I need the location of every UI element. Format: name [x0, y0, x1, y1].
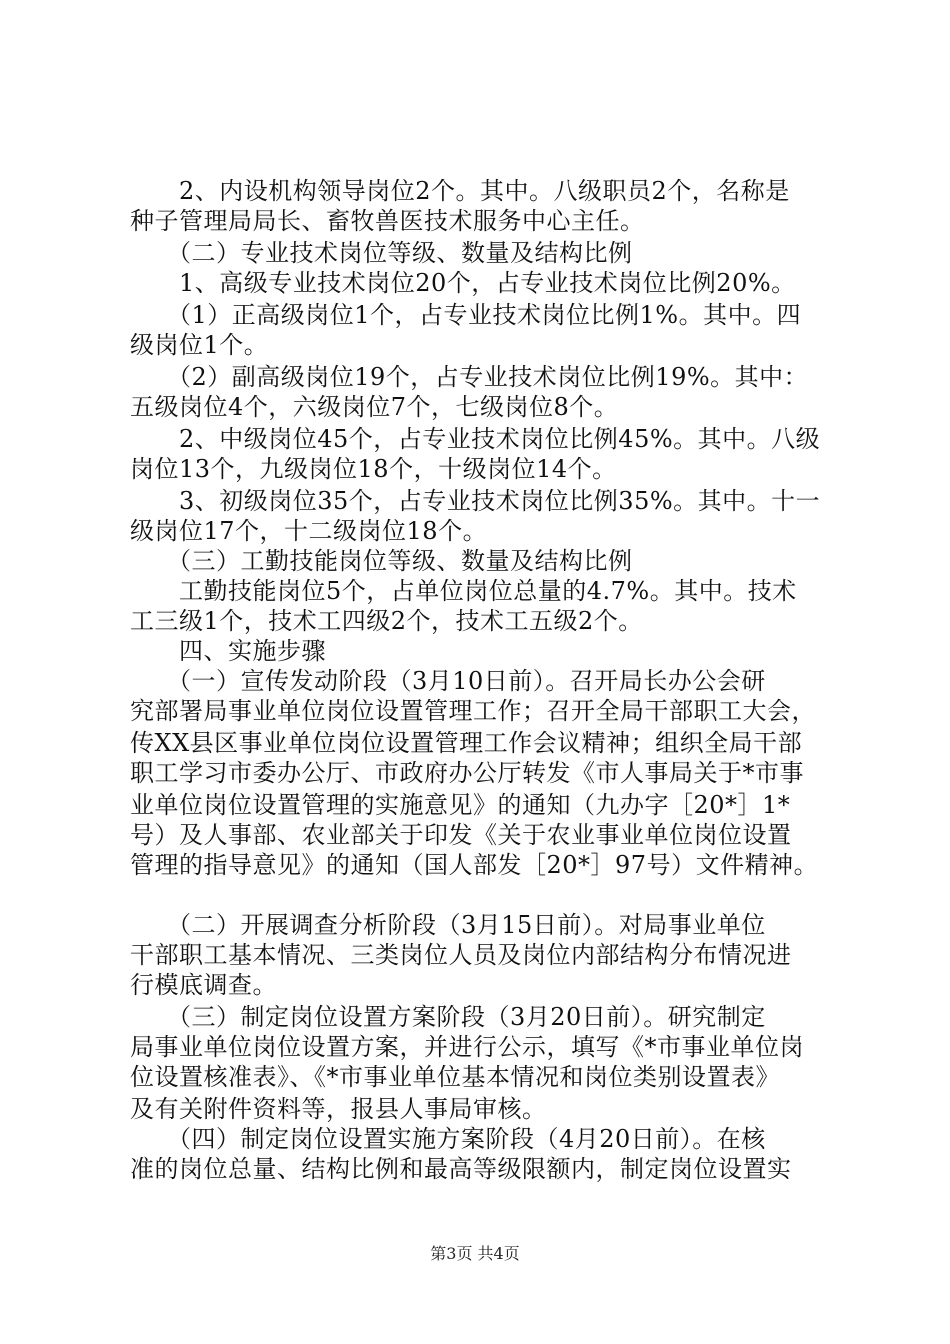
body-text-line: 干部职工基本情况、三类岗位人员及岗位内部结构分布情况进 — [130, 941, 792, 969]
body-text-line: （1）正高级岗位1个，占专业技术岗位比例1%。其中。四 — [130, 301, 802, 329]
body-text-line: （2）副高级岗位19个，占专业技术岗位比例19%。其中： — [130, 363, 809, 391]
body-text-line: 级岗位17个，十二级岗位18个。 — [130, 517, 488, 545]
body-text-line: 五级岗位4个，六级岗位7个，七级岗位8个。 — [130, 393, 619, 421]
body-text-line: （三）工勤技能岗位等级、数量及结构比例 — [130, 547, 633, 575]
body-text-line: 局事业单位岗位设置方案，并进行公示，填写《*市事业单位岗 — [130, 1033, 804, 1061]
body-text-line: （二）开展调查分析阶段（3月15日前）。对局事业单位 — [130, 911, 766, 939]
body-text-line: 2、内设机构领导岗位2个。其中。八级职员2个，名称是 — [130, 177, 790, 205]
body-text-line: （四）制定岗位设置实施方案阶段（4月20日前）。在核 — [130, 1125, 766, 1153]
body-text-line: 种子管理局局长、畜牧兽医技术服务中心主任。 — [130, 207, 645, 235]
body-text-line: 准的岗位总量、结构比例和最高等级限额内，制定岗位设置实 — [130, 1155, 792, 1183]
body-text-line: 业单位岗位设置管理的实施意见》的通知（九办字［20*］1* — [130, 791, 791, 819]
body-text-line: 2、中级岗位45个，占专业技术岗位比例45%。其中。八级 — [130, 425, 821, 453]
body-text-line: 传XX县区事业单位岗位设置管理工作会议精神；组织全局干部 — [130, 729, 803, 757]
body-text-line: （一）宣传发动阶段（3月10日前）。召开局长办公会研 — [130, 667, 766, 695]
body-text-line: 位设置核准表》、《*市事业单位基本情况和岗位类别设置表》 — [130, 1063, 780, 1091]
body-text-line: （三）制定岗位设置方案阶段（3月20日前）。研究制定 — [130, 1003, 766, 1031]
page-number-footer: 第3页 共4页 — [430, 1244, 520, 1263]
body-text-line: （二）专业技术岗位等级、数量及结构比例 — [130, 239, 633, 267]
body-text-line: 行模底调查。 — [130, 971, 277, 999]
body-text-line: 究部署局事业单位岗位设置管理工作；召开全局干部职工大会， — [130, 697, 816, 725]
body-text-line: 岗位13个，九级岗位18个，十级岗位14个。 — [130, 455, 617, 483]
body-text-line: 工三级1个，技术工四级2个，技术工五级2个。 — [130, 607, 643, 635]
body-text-line: 号）及人事部、农业部关于印发《关于农业事业单位岗位设置 — [130, 821, 792, 849]
body-text-line: 1、高级专业技术岗位20个，占专业技术岗位比例20%。 — [130, 269, 796, 297]
body-text-line: 级岗位1个。 — [130, 331, 269, 359]
body-text-line: 管理的指导意见》的通知（国人部发［20*］97号）文件精神。 — [130, 851, 819, 879]
body-text-line: 及有关附件资料等，报县人事局审核。 — [130, 1095, 547, 1123]
body-text-line: 工勤技能岗位5个，占单位岗位总量的4.7%。其中。技术 — [130, 577, 797, 605]
body-text-line: 3、初级岗位35个，占专业技术岗位比例35%。其中。十一 — [130, 487, 821, 515]
section-heading: 四、实施步骤 — [130, 637, 326, 665]
body-text-line: 职工学习市委办公厅、市政府办公厅转发《市人事局关于*市事 — [130, 759, 804, 787]
